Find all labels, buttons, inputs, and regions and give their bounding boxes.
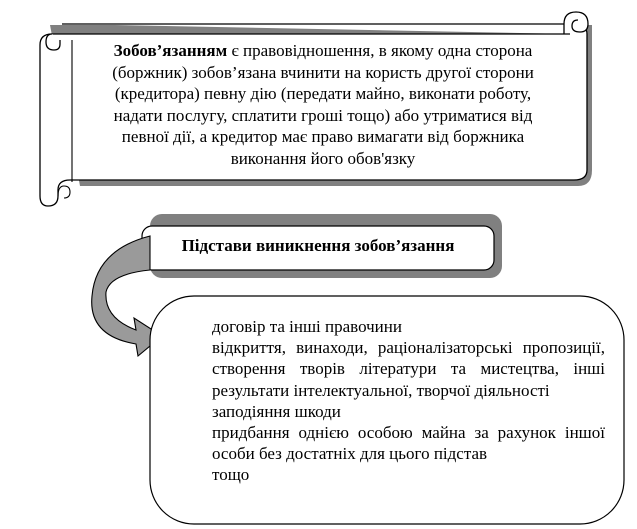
grounds-list [212, 316, 605, 486]
definition-line-5: певної дії, а кредитор має право вимагати від боржника [121, 127, 525, 146]
definition-term: Зобов’язанням [113, 41, 228, 60]
scroll-curl-bottom [58, 186, 70, 198]
heading-title: Підстави виникнення зобов’язання [181, 236, 455, 255]
definition-line-4: надати послугу, сплатити гроші тощо) або утриматися від [113, 105, 533, 125]
ground-item-contracts: договір та інші правочини [212, 317, 402, 336]
definition-text [82, 40, 564, 169]
ground-item-harm: заподіяння шкоди [212, 401, 341, 421]
definition-line-2: (боржник) зобов’язана вчинити на користь другої сторони [112, 62, 534, 82]
definition-line-6: виконання його обов'язку [230, 148, 416, 168]
ground-item-enrichment: придбання однією особою майна за рахунок іншої особи без достатніх для цього підстав [212, 423, 605, 464]
definition-line-3: (кредитора) певну дію (передати майно, виконати роботу, [114, 84, 532, 103]
ground-item-intellectual: відкриття, винаходи, раціоналізаторські пропозиції, створення творів літератури та мистецтва, інші результати інтелектуальної, творчої діяльності [212, 338, 605, 400]
ground-item-etc: тощо [212, 465, 250, 485]
definition-line-1: є правовідношення, в якому одна сторона [231, 41, 533, 60]
